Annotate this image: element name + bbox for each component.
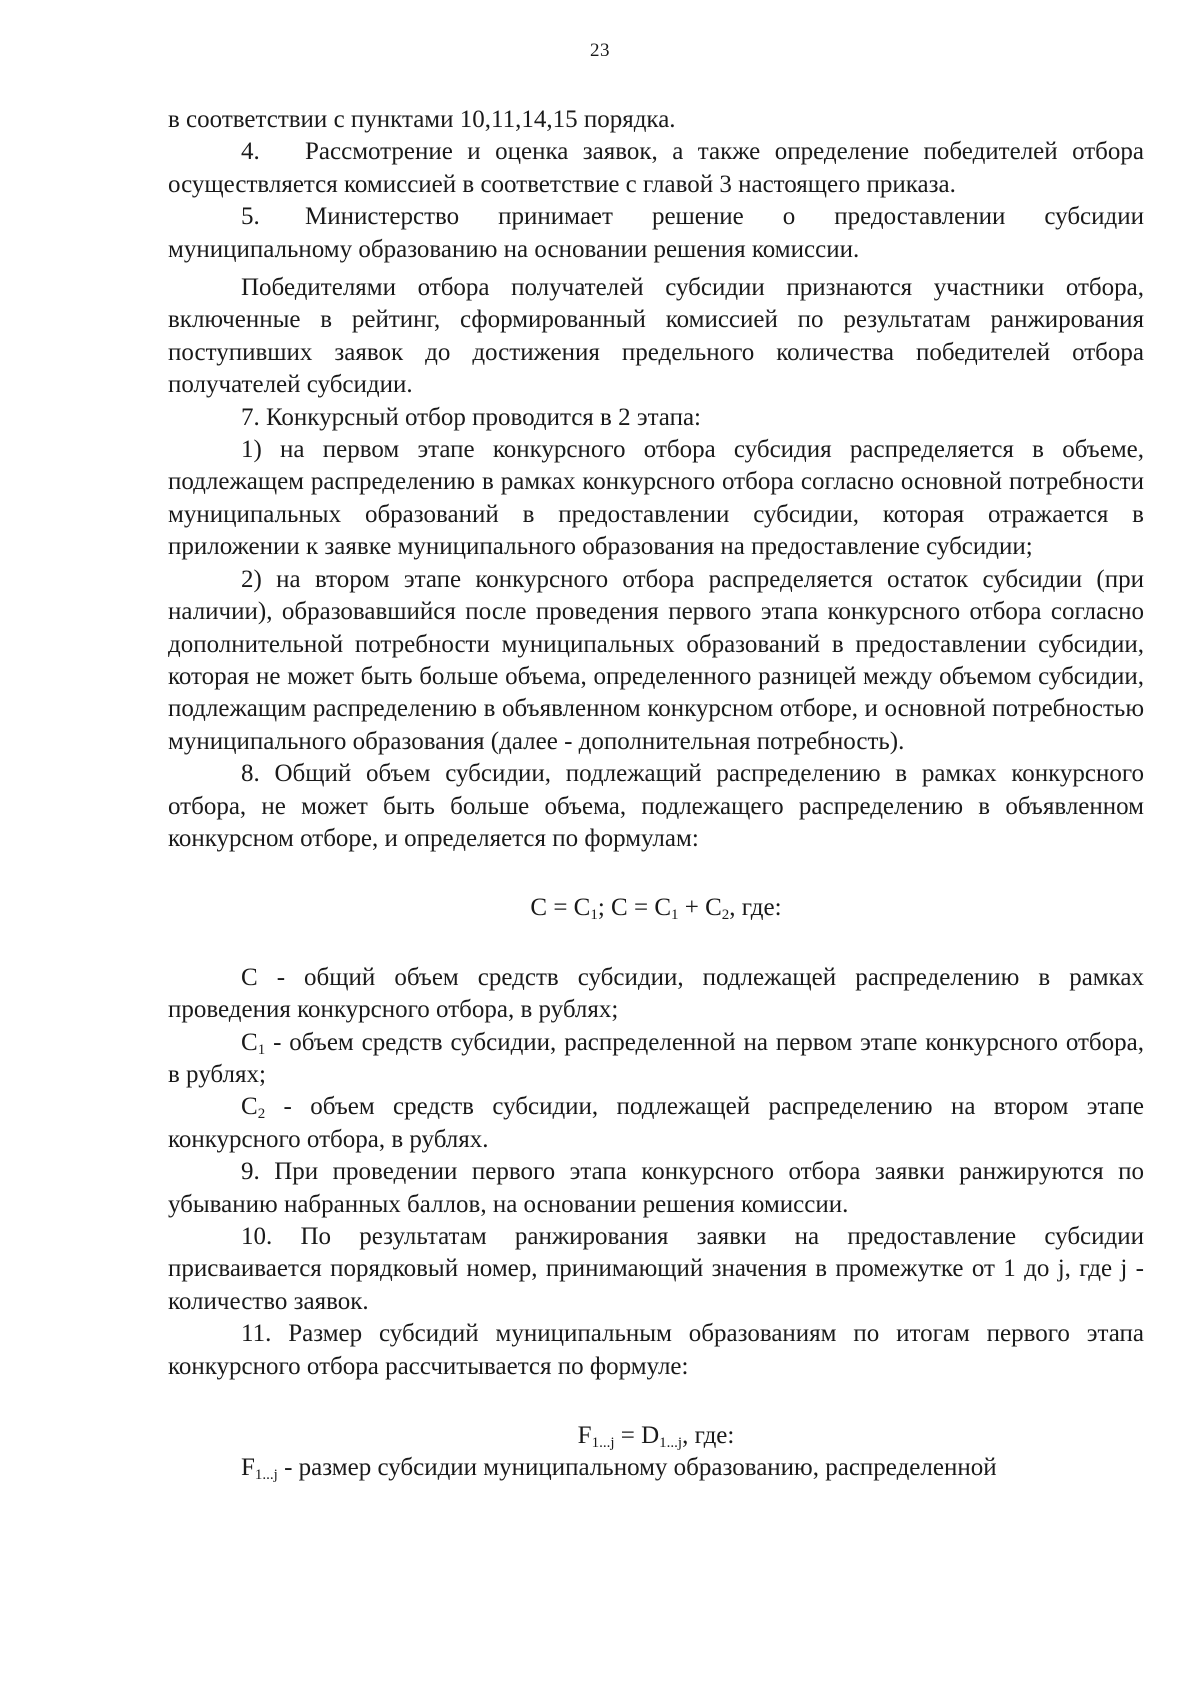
document-body (168, 104, 1144, 1485)
formula-total-subsidy (168, 892, 1144, 924)
paragraph-10: 10. По результатам ранжирования заявки на предоставление субсидии присваивается порядковый номер, принимающий значения в промежутке от 1 до j, где j - количество заявок. (168, 1223, 1144, 1315)
paragraph-winners: Победителями отбора получателей субсидии признаются участники отбора, включенные в рейтинг, сформированный комиссией по результатам ранжирования поступивших заявок до достижения предельного количества победителей отбора получателей субсидии. (168, 274, 1144, 399)
formula-first-stage-subscript: 1...j (659, 1435, 683, 1452)
paragraph-7: 7. Конкурсный отбор проводится в 2 этапа: (241, 403, 701, 431)
paragraph-5-text: Министерство принимает решение о предоставлении субсидии муниципальному образованию на основании решения комиссии. (168, 203, 1144, 263)
paragraph-7-item-2: 2) на втором этапе конкурсного отбора распределяется остаток субсидии (при наличии), образовавшийся после проведения первого этапа конкурсного отбора согласно дополнительной потребности муниципальных образований в предоставлении субсидии, которая не может быть больше объема, определенного разницей между объемом субсидии, подлежащим распределению в объявленном конкурсном отборе, и основной потребностью муниципального образования (далее - дополнительная потребность). (168, 565, 1144, 755)
formula-total-subscript: 1 (671, 907, 679, 924)
paragraph-5-number: 5. (241, 203, 260, 231)
paragraph-4-text: Рассмотрение и оценка заявок, а также определение победителей отбора осуществляется комиссией в соответствие с главой 3 настоящего приказа. (168, 138, 1144, 198)
paragraph-4 (168, 136, 1144, 201)
definition-c1-text: - объем средств субсидии, распределенной на первом этапе конкурсного отбора, в рублях; (168, 1028, 1144, 1088)
definition-c2 (168, 1091, 1144, 1156)
formula-total-subscript: 1 (590, 907, 598, 924)
formula-first-stage-part: = D (614, 1422, 660, 1450)
definition-f-text: - размер субсидии муниципальному образованию, распределенной (277, 1454, 997, 1482)
formula-total-part: ; С = С (597, 894, 672, 922)
definition-c1-symbol: С (241, 1028, 258, 1056)
definition-c2-symbol: С (241, 1093, 258, 1121)
definition-f-subscript: 1...j (254, 1467, 278, 1484)
page-number: 23 (590, 40, 610, 61)
formula-total-part: + С (678, 894, 722, 922)
formula-first-stage-part: F (577, 1422, 592, 1450)
definition-c1 (168, 1027, 1144, 1092)
paragraph-continuation: в соответствии с пунктами 10,11,14,15 порядка. (168, 106, 676, 133)
paragraph-5 (168, 201, 1144, 266)
definition-c: С - общий объем средств субсидии, подлежащей распределению в рамках проведения конкурсного отбора, в рублях; (168, 963, 1144, 1024)
formula-total-part: С = С (530, 894, 591, 922)
definition-f (168, 1452, 1144, 1484)
definition-c2-text: - объем средств субсидии, подлежащей распределению на втором этапе конкурсного отбора, в рублях. (168, 1093, 1144, 1153)
paragraph-8: 8. Общий объем субсидии, подлежащий распределению в рамках конкурсного отбора, не может быть больше объема, подлежащего распределению в объявленном конкурсном отборе, и определяется по формулам: (168, 760, 1144, 852)
formula-first-stage-part: , где: (682, 1422, 735, 1450)
paragraph-7-item-1: 1) на первом этапе конкурсного отбора субсидия распределяется в объеме, подлежащем распределению в рамках конкурсного отбора согласно основной потребности муниципальных образований в предоставлении субсидии, которая отражается в приложении к заявке муниципального образования на предоставление субсидии; (168, 436, 1144, 561)
definition-c1-subscript: 1 (257, 1041, 266, 1058)
formula-total-subscript: 2 (721, 907, 730, 924)
formula-total-part: , где: (729, 894, 782, 922)
formula-first-stage (168, 1420, 1144, 1452)
paragraph-4-number: 4. (241, 138, 260, 166)
formula-first-stage-subscript: 1...j (591, 1435, 615, 1452)
definition-f-symbol: F (241, 1454, 255, 1482)
paragraph-11: 11. Размер субсидий муниципальным образованиям по итогам первого этапа конкурсного отбора рассчитывается по формуле: (168, 1320, 1144, 1380)
definition-c2-subscript: 2 (257, 1106, 266, 1123)
paragraph-9: 9. При проведении первого этапа конкурсного отбора заявки ранжируются по убыванию набранных баллов, на основании решения комиссии. (168, 1158, 1144, 1218)
